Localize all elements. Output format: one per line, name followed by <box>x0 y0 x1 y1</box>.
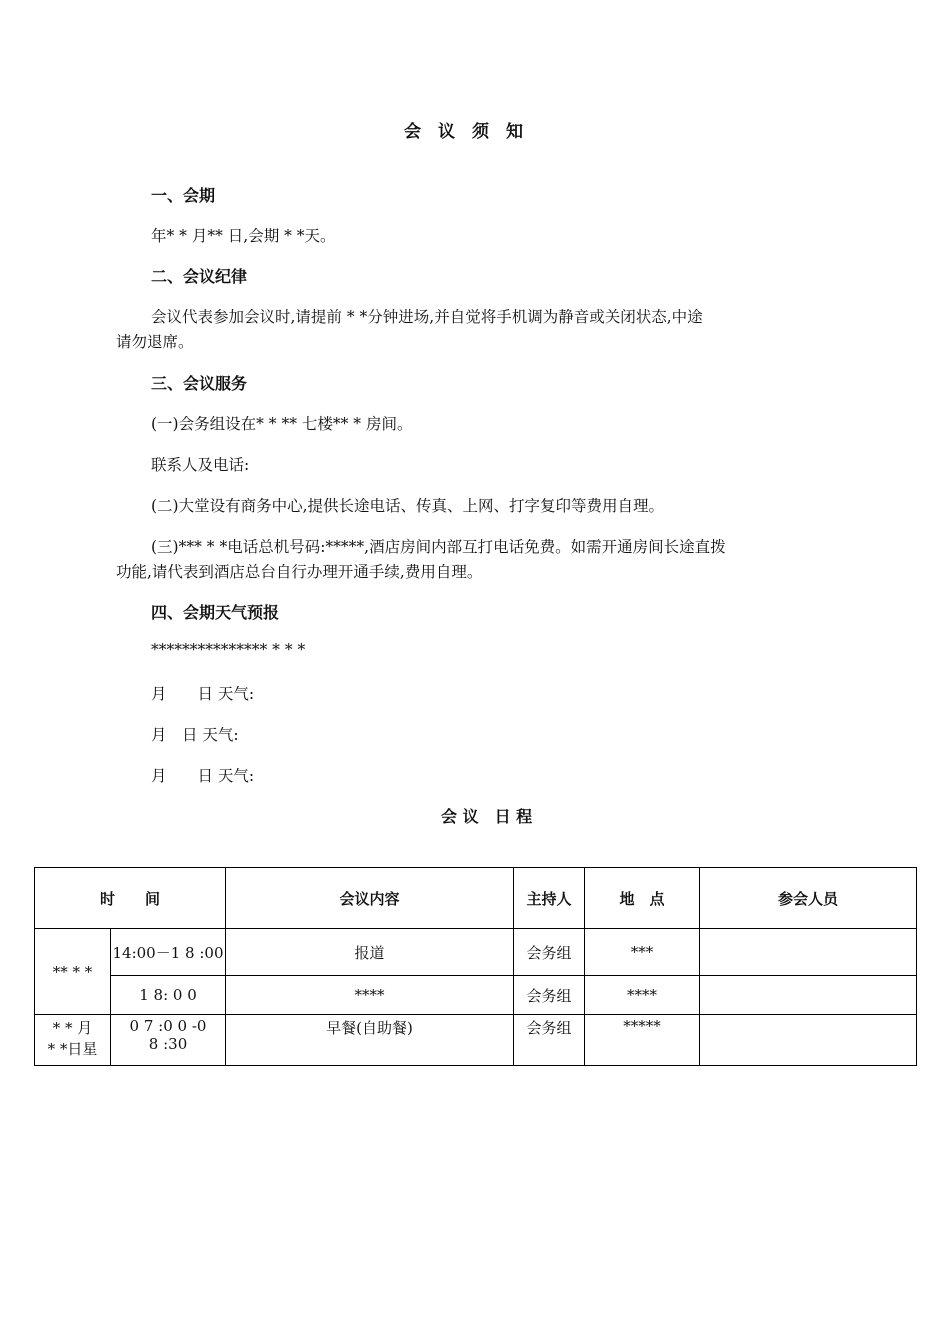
header-content: 会议内容 <box>226 868 514 929</box>
row-date-line1: * * 月 <box>52 1019 93 1037</box>
section-1-heading: 一、会期 <box>151 186 216 205</box>
section-2-heading: 二、会议纪律 <box>151 267 248 286</box>
row-time-line2: 8 :30 <box>148 1035 188 1053</box>
row-attendees <box>700 976 917 1015</box>
header-host: 主持人 <box>514 868 585 929</box>
row-date-line2: * *日星 <box>47 1040 98 1058</box>
row-location: **** <box>585 976 700 1015</box>
section-3-heading: 三、会议服务 <box>151 374 248 393</box>
row-location: ***** <box>585 1015 700 1066</box>
row-time <box>111 1015 226 1066</box>
row-date: ** * * <box>35 929 111 1015</box>
header-time: 时 间 <box>35 868 226 929</box>
section-3-item-3-line2: 功能,请代表到酒店总台自行办理开通手续,费用自理。 <box>116 563 483 581</box>
row-location: *** <box>585 929 700 976</box>
section-4-heading: 四、会期天气预报 <box>151 603 280 622</box>
section-4-stars: *************** * * * <box>151 641 306 659</box>
section-2-text-line2: 请勿退席。 <box>116 333 194 351</box>
section-3-item-1: (一)会务组设在* * ** 七楼** * 房间。 <box>151 415 413 433</box>
row-time: 1 8: 0 0 <box>111 976 226 1015</box>
row-content: 报道 <box>226 929 514 976</box>
header-attendees: 参会人员 <box>700 868 917 929</box>
row-content: **** <box>226 976 514 1015</box>
table-row <box>35 1015 917 1066</box>
row-attendees <box>700 1015 917 1066</box>
row-content: 早餐(自助餐) <box>226 1015 514 1066</box>
row-time-line1: 0 7 :0 0 -0 <box>129 1017 207 1035</box>
section-2-text-line1: 会议代表参加会议时,请提前 * *分钟进场,并自觉将手机调为静音或关闭状态,中途 <box>151 308 703 326</box>
schedule-table <box>34 867 917 1066</box>
row-attendees <box>700 929 917 976</box>
row-host: 会务组 <box>514 976 585 1015</box>
section-3-item-2: (二)大堂设有商务中心,提供长途电话、传真、上网、打字复印等费用自理。 <box>151 497 665 515</box>
row-host: 会务组 <box>514 1015 585 1066</box>
document-title: 会 议 须 知 <box>404 122 523 142</box>
header-location: 地 点 <box>585 868 700 929</box>
weather-line-1: 月 日 天气: <box>151 685 255 703</box>
schedule-title: 会 议 日 程 <box>441 807 533 826</box>
weather-line-2: 月 日 天气: <box>151 726 239 744</box>
table-row <box>35 976 917 1015</box>
section-3-item-3-line1: (三)*** * *电话总机号码:*****,酒店房间内部互打电话免费。如需开通房间长途直拨 <box>151 538 726 556</box>
table-header-row <box>35 868 917 929</box>
weather-line-3: 月 日 天气: <box>151 767 255 785</box>
section-3-contact: 联系人及电话: <box>151 456 250 474</box>
row-host: 会务组 <box>514 929 585 976</box>
table-row <box>35 929 917 976</box>
section-1-text: 年* * 月** 日,会期 * *天。 <box>151 227 336 245</box>
row-time: 14:00－1 8 :00 <box>111 929 226 976</box>
row-date <box>35 1015 111 1066</box>
